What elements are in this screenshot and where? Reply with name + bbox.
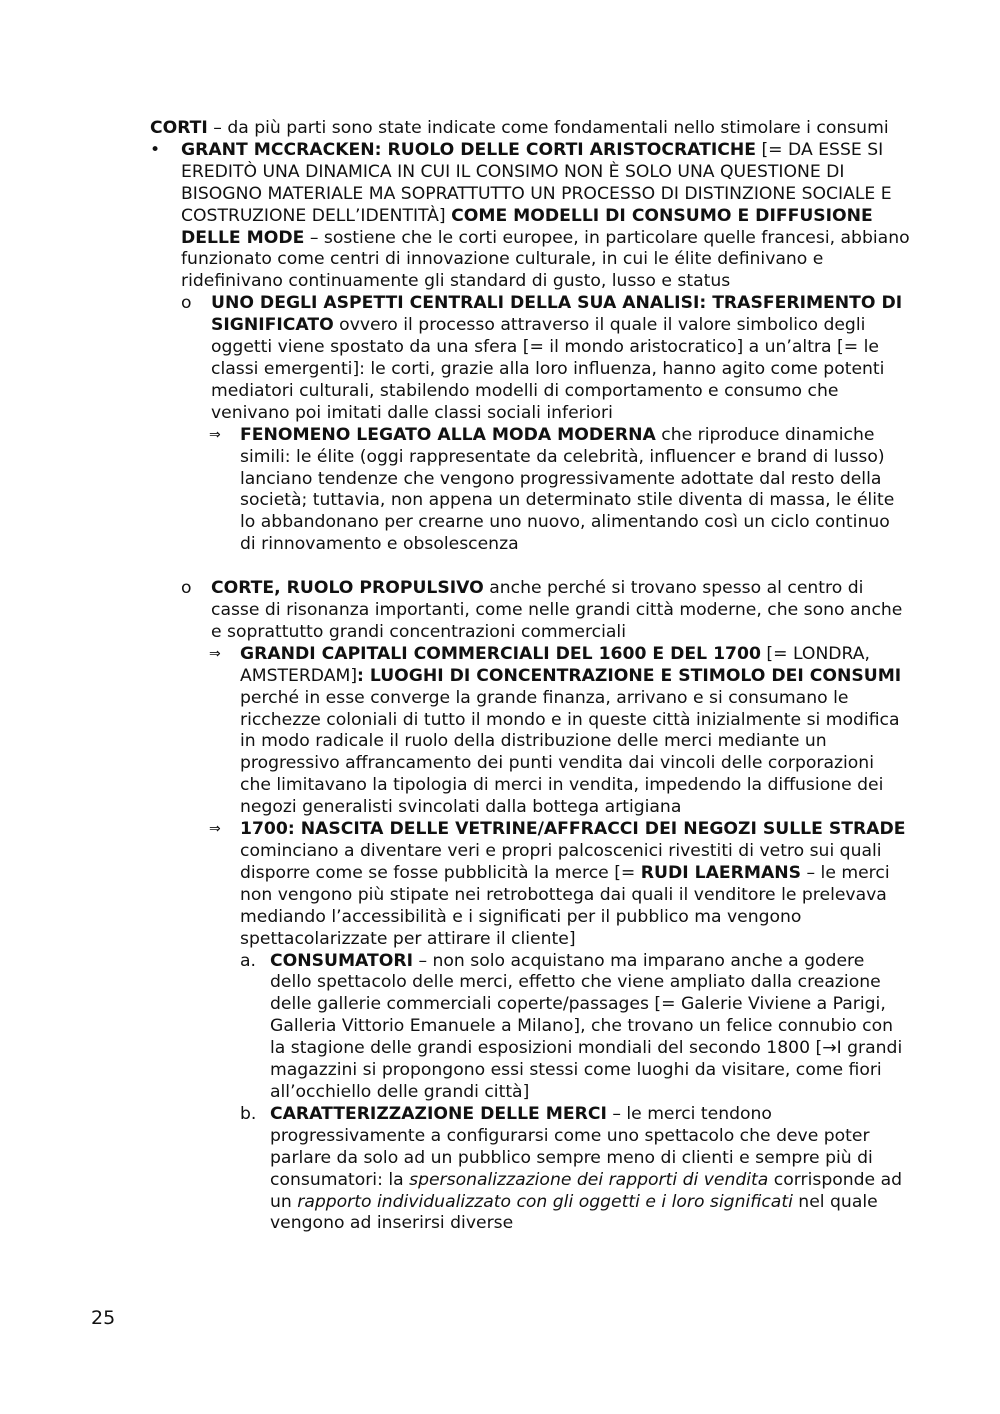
arrow-heading-2: RUDI LAERMANS <box>640 862 802 883</box>
intro-text: – da più parti sono state indicate come fondamentali nello stimolare i consumi <box>207 118 889 138</box>
list-text: – le merci tendono progressivamente a configurarsi come uno spettacolo che deve poter parlare da solo ad un pubblico sempre meno di clienti e sempre più di consumatori: la <box>270 1103 873 1190</box>
list-text: – non solo acquistano ma imparano anche a godere dello spettacolo delle merci, effetto che viene ampliato dalla creazione delle gallerie commerciali coperte/passages [= Galerie Viviene a Parigi, Galleria Vittorio Emanuele a Milano], che trovano un felice connubio con la stagione delle grandi esposizioni mondiali del secondo 1800 [ <box>270 950 894 1059</box>
arrow-item-fashion <box>150 425 910 556</box>
list-text-2: I grandi magazzini si propongono essi stessi come luoghi da visitare, come fiori all’occhiello delle grandi città] <box>270 1038 903 1102</box>
arrow-heading: FENOMENO LEGATO ALLA MODA MODERNA <box>240 424 656 445</box>
arrow-text-2: – le merci non vengono più stipate nei retrobottega dai quali il venditore le prelevava mediando l’accessibilità e i significati per il pubblico ma vengono spettacolarizzate per attirare il cliente] <box>240 862 890 949</box>
arrow-heading-2: : LUOGHI DI CONCENTRAZIONE E STIMOLO DEI CONSUMI <box>357 665 902 686</box>
sub-text: anche perché si trovano spesso al centro di casse di risonanza importanti, come nelle grandi città moderne, che sono anche e soprattutto grandi concentrazioni commerciali <box>211 578 903 642</box>
list-text-2: corrisponde ad un <box>270 1169 903 1212</box>
sub-marker: o <box>181 578 192 599</box>
arrow-marker: ⇒ <box>209 821 221 838</box>
bullet-text: [= DA ESSE SI EREDITÒ UNA DINAMICA IN CUI IL CONSIMO NON È SOLO UNA QUESTIONE DI BISOGNO MATERIALE MA SOPRATTUTTO UN PROCESSO DI DISTINZIONE SOCIALE E COSTRUZIONE DELL’IDENTITÀ] <box>181 139 892 226</box>
intro-heading: CORTI <box>150 118 208 138</box>
list-item-consumers <box>150 951 910 1104</box>
arrow-text-2: perché in esse converge la grande finanza, arrivano e si consumano le ricchezze coloniali di tutto il mondo e in queste città inizialmente si modifica in modo radicale il ruolo della distribuzione delle merci mediante un progressivo affrancamento dei punti vendita dai vincoli delle corporazioni che limitavano la tipologia di merci in vendita, impedendo la diffusione dei negozi generalisti svincolati dalla bottega artigiana <box>240 687 900 818</box>
list-item-goods <box>150 1104 910 1235</box>
arrow-heading: GRANDI CAPITALI COMMERCIALI DEL 1600 E DEL 1700 <box>240 643 761 664</box>
sub-text: ovvero il processo attraverso il quale il valore simbolico degli oggetti viene spostato da una sfera [= il mondo aristocratico] a un’altra [= le classi emergenti]: le corti, grazie alla loro influenza, hanno agito come potenti mediatori culturali, stabilendo modelli di comportamento e consumo che venivano poi imitati dalle classi sociali inferiori <box>211 315 885 423</box>
list-marker: a. <box>240 950 256 971</box>
arrow-text: cominciano a diventare veri e propri palcoscenici rivestiti di vetro sui quali disporre come se fosse pubblicità la merce [= <box>240 841 882 883</box>
sub-heading: CORTE, RUOLO PROPULSIVO <box>211 578 484 599</box>
right-arrow-icon: → <box>822 1038 837 1059</box>
arrow-marker: ⇒ <box>209 426 221 443</box>
list-text-3: nel quale vengono ad inserirsi diverse <box>270 1191 878 1234</box>
bullet-marker: • <box>150 139 161 160</box>
sub-marker: o <box>181 293 192 314</box>
intro-paragraph <box>150 118 910 140</box>
bullet-text-2: – sostiene che le corti europee, in particolare quelle francesi, abbiano funzionato come centri di innovazione culturale, in cui le élite definivano e ridefinivano continuamente gli standard di gusto, lusso e status <box>181 227 910 292</box>
bullet-item-mccracken <box>150 140 910 293</box>
page-number: 25 <box>91 1307 116 1329</box>
page-body <box>150 118 910 1235</box>
arrow-text: [= LONDRA, AMSTERDAM] <box>240 643 871 686</box>
paragraph-spacer <box>150 556 910 578</box>
arrow-item-capitals <box>150 644 910 819</box>
sub-item-transfer <box>150 293 910 424</box>
arrow-item-shopwindows <box>150 819 910 950</box>
list-marker: b. <box>240 1103 257 1124</box>
sub-heading: UNO DEGLI ASPETTI CENTRALI DELLA SUA ANALISI: TRASFERIMENTO DI SIGNIFICATO <box>211 293 903 336</box>
bullet-heading: GRANT MCCRACKEN: RUOLO DELLE CORTI ARISTOCRATICHE <box>181 139 756 160</box>
list-italic-2: rapporto individualizzato con gli oggetti e i loro significati <box>297 1191 793 1212</box>
arrow-marker: ⇒ <box>209 645 221 662</box>
list-heading: CONSUMATORI <box>270 950 413 971</box>
sub-item-court <box>150 578 910 644</box>
arrow-text: che riproduce dinamiche simili: le élite (oggi rappresentate da celebrità, influencer e brand di lusso) lanciano tendenze che vengono progressivamente adottate dal resto della società; tuttavia, non appena un determinato stile diventa di massa, le élite lo abbandonano per crearne uno nuovo, alimentando così un ciclo continuo di rinnovamento e obsolescenza <box>240 424 895 555</box>
list-italic: spersonalizzazione dei rapporti di vendita <box>409 1169 769 1190</box>
bullet-heading-2: COME MODELLI DI CONSUMO E DIFFUSIONE DELLE MODE <box>181 205 873 248</box>
arrow-heading: 1700: NASCITA DELLE VETRINE/AFFRACCI DEI NEGOZI SULLE STRADE <box>240 819 906 840</box>
list-heading: CARATTERIZZAZIONE DELLE MERCI <box>270 1103 607 1124</box>
